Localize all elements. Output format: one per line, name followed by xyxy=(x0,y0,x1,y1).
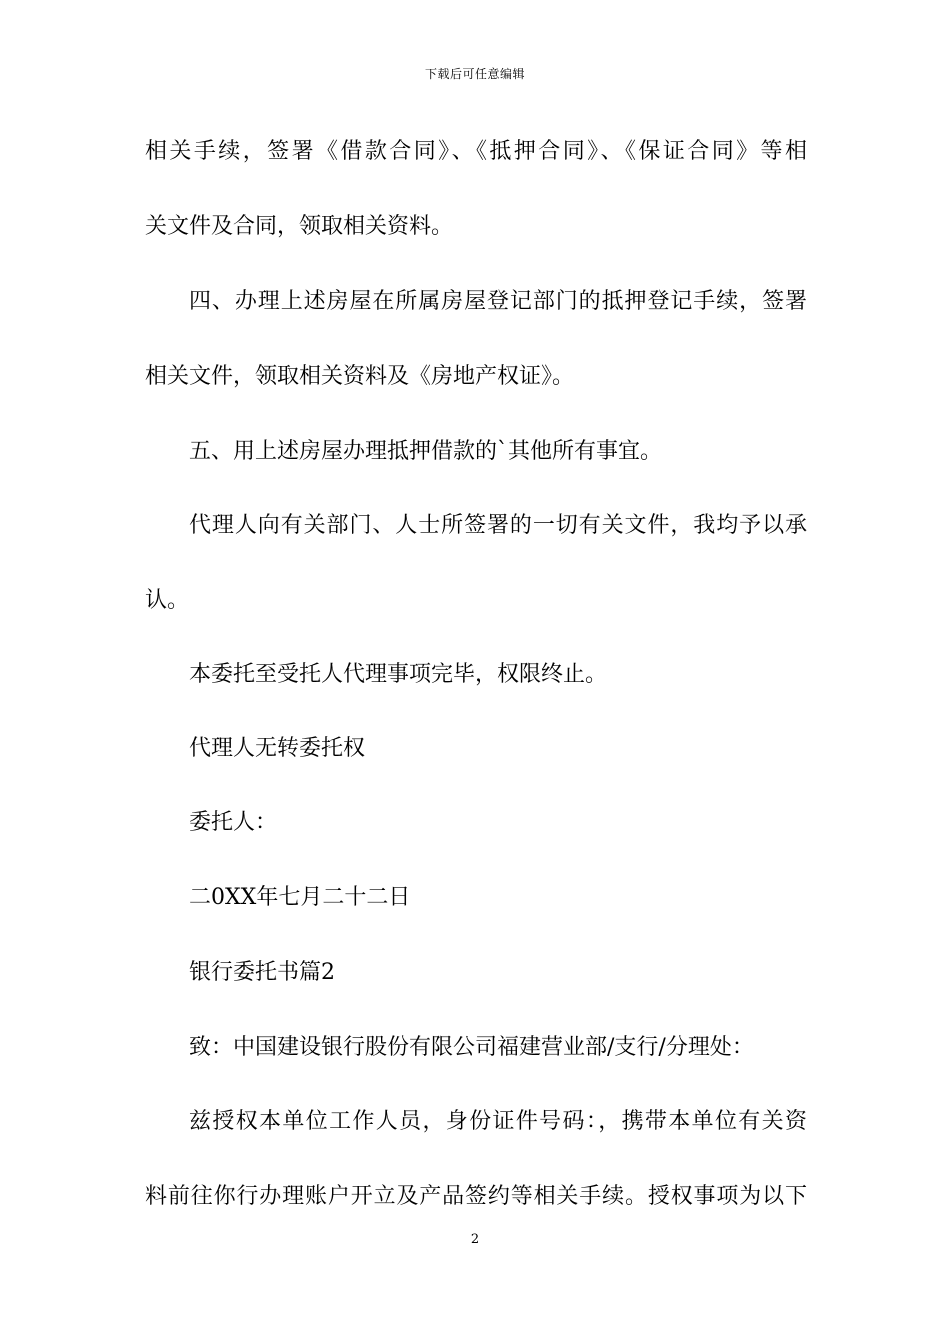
paragraph-line: 代理人向有关部门、人士所签署的一切有关文件，我均予以承 xyxy=(189,513,807,538)
paragraph-line: 五、用上述房屋办理抵押借款的`其他所有事宜。 xyxy=(189,439,663,464)
page-header: 下载后可任意编辑 xyxy=(424,67,525,81)
paragraph-line: 关文件及合同，领取相关资料。 xyxy=(145,214,454,239)
paragraph-line: 本委托至受托人代理事项完毕，权限终止。 xyxy=(189,662,608,687)
paragraph-line: 相关手续，签署《借款合同》、《抵押合同》、《保证合同》等相 xyxy=(145,139,807,164)
paragraph-line: 四、办理上述房屋在所属房屋登记部门的抵押登记手续，签署 xyxy=(189,289,807,314)
paragraph-line: 相关文件，领取相关资料及《房地产权证》。 xyxy=(145,364,575,389)
paragraph-line: 认。 xyxy=(145,588,190,613)
paragraph-line: 料前往你行办理账户开立及产品签约等相关手续。授权事项为以下 xyxy=(145,1184,807,1209)
paragraph-line: 致：中国建设银行股份有限公司福建营业部/支行/分理处： xyxy=(189,1035,754,1060)
date-line: 二0XX年七月二十二日 xyxy=(189,885,411,910)
paragraph-line: 兹授权本单位工作人员，身份证件号码：，携带本单位有关资 xyxy=(189,1109,807,1134)
paragraph-line: 委托人： xyxy=(189,810,278,835)
section-title: 银行委托书篇2 xyxy=(189,960,335,985)
page-number: 2 xyxy=(470,1232,480,1247)
paragraph-line: 代理人无转委托权 xyxy=(189,736,366,761)
